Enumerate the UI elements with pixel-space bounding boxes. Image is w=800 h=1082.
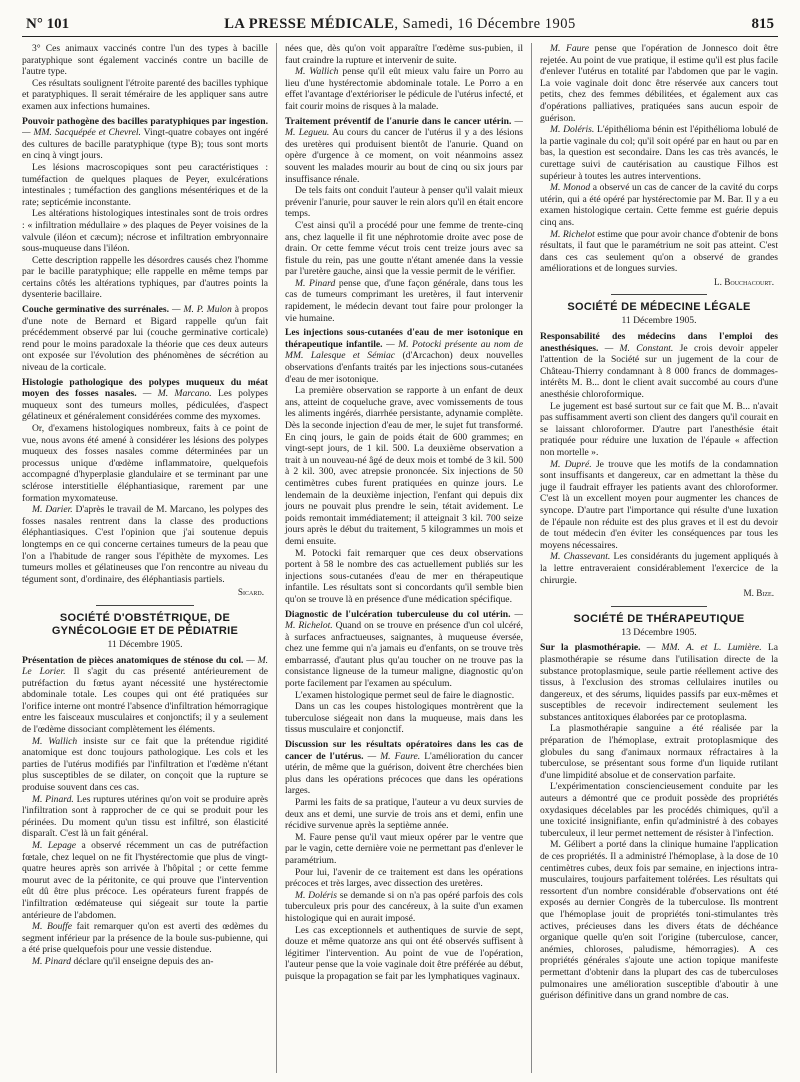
- paragraph: La plasmothérapie sanguine a été réalisée par la préparation de l'hémoplase, extrait protoplasmique des globules du sang d'animaux normaux réfractaires à la tuberculose, se présentant sous forme d'un liquide rutilant d'une limpidité absolue et de conservation parfaite.: [540, 723, 778, 781]
- communication-text: Quand on se trouve en présence d'un col ulcéré, à surfaces anfractueuses, saignantes, à muqueuse éversée, chez une femme qui n'a jamais eu d'enfants, on se trouve très embarrassé, d'autant plus qu'au toucher on ne trouve pas la consistance ligneuse de la tumeur maligne, diagnostic qu'on porte facilement par l'examen au spéculum.: [285, 620, 523, 690]
- journal-name: LA PRESSE MÉDICALE: [224, 16, 395, 32]
- communication: [285, 327, 523, 385]
- communication-authors: — M. Faure.: [363, 750, 421, 762]
- communication-text: (d'Arcachon) deux nouvelles observations d'enfants traités par les injections sous-cutanées d'eau de mer isotonique.: [285, 350, 523, 385]
- speaker-name: M. Faure: [550, 43, 590, 54]
- speaker-name: M. Bouffe: [32, 921, 73, 933]
- paragraph: M. Gélibert a porté dans la clinique humaine l'application de ces propriétés. Il a administré l'hémoplase, à la dose de 10 centimètres cubes, deux fois par semaine, en injections intra-musculaires, toujours parfaitement tolérées. Les résultats qui ressortent d'un nombre considérable d'observations ont été exposés au dernier Congrès de la tuberculose. Ils montrent que l'hémoplase jouit de propriétés toni-stimulantes très actives, précieuses dans les divers états de déchéance organique quelle qu'en soit l'origine (tuberculose, cancer, anémies, chloroses, paludisme, hémorragies). A ces propriétés générales s'ajoute une action topique manifeste permettant d'obtenir dans la plupart des cas de tuberculoses pulmonaires une amélioration susceptible d'aboutir à une guérison définitive dans un grand nombre de cas.: [540, 839, 778, 1002]
- communication-title: Couche germinative des surrénales.: [22, 304, 170, 316]
- section-title: SOCIÉTÉ DE MÉDECINE LÉGALE: [567, 301, 751, 314]
- communication-text: Au cours du cancer de l'utérus il y a des lésions des uretères qui produisent bientôt de l'anurie. Quand on opère d'urgence à ce moment, on voit néanmoins assez souvent les malades mourir au bout de cinq ou six jours par insuffisance rénale.: [285, 127, 523, 185]
- communication-title: Discussion sur les résultats opératoires dans les cas de cancer de l'utérus.: [285, 739, 523, 762]
- speaker-name: M. Monod: [550, 182, 591, 194]
- communication-text: L'amélioration du cancer utérin, de même que la guérison, doivent être cherchées bien plus dans les opérations précoces que dans les opérations larges.: [285, 750, 523, 797]
- speaker-name: M. Pinard.: [32, 793, 74, 805]
- signature: Sicard.: [237, 587, 264, 598]
- communication-title: Sur la plasmothérapie.: [540, 642, 641, 654]
- paragraph: Les altérations histologiques intestinales sont de trois ordres : « infiltration médullaire » des plaques de Peyer voisines de la valvule (iléon et cæcum); nécrose et infiltration embryonnaire sous-muqueuse dans l'iléon.: [22, 208, 268, 255]
- paragraph: M. Faure pense que l'opération de Jonnesco doit être rejetée. Au point de vue pratique, il estime qu'il est plus facile d'enlever l'utérus en totalité par l'abdomen que par le vagin. La voie vaginale doit donc être réservée aux cancers tout petits, chez des femmes débilitées, et également aux cas d'opérations palliatives, pratiquées sans aucun espoir de guérison.: [540, 43, 778, 124]
- section-title: SOCIÉTÉ DE THÉRAPEUTIQUE: [573, 612, 745, 625]
- paragraph: Or, d'examens histologiques nombreux, faits à ce point de vue, nous avons été amené à considérer les lésions des polypes muqueux des fosses nasales comme déterminées par un processus unique d'œdème inflammatoire, quelquefois accompagné d'hyperplasie glandulaire et se terminant par une sclérose interstitielle éléphantiasique, rarement par une formation myxomateuse.: [22, 423, 268, 504]
- signature: L. Bouchacourt.: [714, 276, 774, 287]
- signature: M. Bize.: [743, 588, 774, 599]
- communication: [540, 642, 778, 723]
- paragraph: Ces résultats soulignent l'étroite parenté des bacilles typhique et paratyphiques. Il serait téméraire de les appliquer sans autre examen aux infections humaines.: [22, 77, 268, 112]
- paragraph: nées que, dès qu'on voit apparaître l'œdème sus-pubien, il faut craindre la rupture et intervenir de suite.: [285, 43, 523, 66]
- communication-text: à propos d'une note de Bernard et Bigard rappelle qu'un fait précédemment observé par lui (couche germinative corticale) rend pour le moins paradoxale la théorie que ces deux auteurs ont exposée sur l'évolution des phénomènes de sécrétion au niveau de la corticale.: [22, 304, 268, 374]
- communication-authors: — M. Constant.: [598, 342, 674, 354]
- section-title: SOCIÉTÉ D'OBSTÉTRIQUE, DE GYNÉCOLOGIE ET DE PÉDIATRIE: [51, 611, 239, 637]
- communication-text: Il s'agit du cas présenté antérieurement de putréfaction du fœtus ayant nécessité une hystérectomie abdominale totale. Les coupes qui ont été pratiquées sur l'orifice interne ont montré l'absence d'infiltration hémorragique entre les faisceaux musculaires et conjonctifs; il y a seulement de l'œdème dissociant complètement les éléments.: [22, 666, 268, 736]
- column-3: [531, 43, 778, 1073]
- paragraph: Les lésions macroscopiques sont peu caractéristiques : tuméfaction de quelques plaques de Peyer, exulcérations intestinales ; tuméfaction des ganglions mésentériques et de la rate; septicémie inconstante.: [22, 161, 268, 208]
- communication-authors: — M. Richelot.: [285, 608, 523, 632]
- paragraph: M. Monod a observé un cas de cancer de la cavité du corps utérin, qui a été opéré par hystérectomie par M. Bar. Il y a eu examen histologique certain. Cette femme est guérie depuis cinq ans.: [540, 182, 778, 228]
- communication-authors: — MM. Sacquépée et Chevrel.: [22, 127, 141, 139]
- communication-authors: — M. Marcano.: [136, 388, 212, 400]
- communication-authors: — MM. A. et L. Lumière.: [640, 642, 762, 654]
- speaker-name: M. Wallich: [32, 735, 78, 747]
- paragraph: M. Doléris se demande si on n'a pas opéré parfois des cols tuberculeux pris pour des cancéreux, à la suite d'un examen histologique qui en aurait imposé.: [285, 889, 523, 924]
- paragraph: M. Doléris. L'épithélioma bénin est l'épithélioma lobulé de la partie vaginale du col; qu'il soit opéré par en haut ou par en bas, la question est secondaire. Dans les cas très avancés, le curettage suivi de cautérisation au caustique Filhos est supérieur à toutes les autres interventions.: [540, 124, 778, 182]
- column-2: [276, 43, 523, 1073]
- communication-text: Je crois devoir appeler l'attention de la Société sur un jugement de la cour de Château-Thierry condamnant à 8 000 francs de dommages-intérêts M. B... dont le client avait succombé au cours d'une anesthésie chloroformique.: [540, 342, 778, 401]
- communication: [22, 377, 268, 423]
- communication-title: Pouvoir pathogène des bacilles paratyphiques par ingestion.: [22, 115, 268, 127]
- communication: [285, 609, 523, 690]
- paragraph: M. Darier. D'après le travail de M. Marcano, les polypes des fosses nasales rentrent dans la classe des productions éléphantiasiques. C'est l'opinion que j'ai soutenue depuis longtemps en ce qui concerne certaines tumeurs de la peau que l'on a l'habitude de ranger sous l'épithète de myxomes. Les tumeurs molles et gélatineuses que l'on rencontre au niveau du tégument sont, d'ordinaire, des éléphantiasis partiels.: [22, 504, 268, 585]
- section-divider: [611, 606, 706, 607]
- communication-text: Vingt-quatre cobayes ont ingéré des cultures de bacille paratyphique (type B); tous sont morts en cinq à vingt jours.: [22, 127, 268, 162]
- paragraph: M. Lepage a observé récemment un cas de putréfaction fœtale, chez lequel on ne fit l'hystérectomie que plus de vingt-quatre heures après son arrivée à l'hôpital ; or cette femme mourut avec de la péritonite, ce qui prouve que l'intervention eût dû être plus précoce. Les opérateurs furent frappés de l'infiltration œdémateuse qui siégeait sur toute la partie antérieure de l'abdomen.: [22, 840, 268, 921]
- speaker-name: M. Dupré.: [550, 458, 592, 470]
- section-date: 11 Décembre 1905.: [107, 638, 183, 650]
- paragraph: L'examen histologique permet seul de faire le diagnostic.: [295, 689, 515, 701]
- paragraph: M. Dupré. Je trouve que les motifs de la condamnation sont insuffisants et dangereux, car en admettant la thèse du juge il faudrait effrayer les patients avant des chloroformer. C'est là un excellent moyen pour augmenter les chances de syncope. D'autre part l'importance qui résulte d'une luxation de l'épaule non réduite est des plus graves et il est du devoir de tout médecin d'en éviter les conséquences par tous les moyens nécessaires.: [540, 458, 778, 551]
- paragraph: M. Faure pense qu'il vaut mieux opérer par le ventre que par le vagin, cette dernière voie ne permettant pas d'enlever le paramétrium.: [285, 831, 523, 866]
- communication-text: Les polypes muqueux sont des tumeurs molles, pédiculées, d'aspect gélatineux et généralement considérées comme des myxomes.: [22, 388, 268, 423]
- paragraph: Cette description rappelle les désordres causés chez l'homme par le bacille paratyphique; elle rappelle en même temps par certains côtés les altérations typhiques, par d'autres points la dysenterie bacillaire.: [22, 254, 268, 301]
- speaker-name: M. Darier.: [32, 504, 73, 516]
- communication: [22, 304, 268, 374]
- section-date: 13 Décembre 1905.: [621, 626, 697, 638]
- section-divider: [96, 605, 194, 606]
- paragraph: 3° Ces animaux vaccinés contre l'un des types à bacille paratyphique sont également vaccinés contre un bacille de l'autre type.: [22, 43, 268, 78]
- paragraph: L'expérimentation consciencieusement conduite par les auteurs a démontré que ce produit possède des propriétés oxydasiques décelables par les procédés chimiques, qu'il a une toxicité insignifiante, enfin qu'administré à des cobayes tuberculeux, il leur permet nettement de résister à l'infection.: [540, 781, 778, 839]
- paragraph: M. Bouffe fait remarquer qu'on est averti des œdèmes du segment inférieur par la présence de la boule sus-pubienne, qui a été prise quelquefois pour une vessie distendue.: [22, 921, 268, 956]
- paragraph: De tels faits ont conduit l'auteur à penser qu'il valait mieux prévenir l'anurie, pour sauver le rein alors qu'il en était encore temps.: [285, 185, 523, 220]
- speaker-name: M. Doléris.: [550, 124, 595, 136]
- communication-title: Diagnostic de l'ulcération tuberculeuse du col utérin.: [285, 608, 511, 620]
- column-1: [22, 43, 268, 1073]
- communication-authors: — M. P. Mulon: [169, 304, 232, 316]
- communication-title: Responsabilité des médecins dans l'emploi des anesthésiques.: [540, 331, 778, 354]
- communication-text: La plasmothérapie se résume dans l'utilisation directe de la substance protoplasmique, seule partie réellement active des tissus, à l'exclusion des stromas cellulaires inutiles ou dangereux, et des sérums, liquides passifs par eux-mêmes et susceptibles de recevoir indirectement seulement les substances antitoxiques élaborées par ce protoplasma.: [540, 642, 778, 723]
- speaker-name: M. Richelot: [550, 228, 595, 240]
- communication: [540, 331, 778, 401]
- paragraph: M. Pinard déclare qu'il enseigne depuis des an-: [32, 955, 214, 967]
- paragraph: M. Wallich insiste sur ce fait que la prétendue rigidité anatomique est donc toujours pathologique. Les cols et les parties de l'utérus modifiés par l'infiltration et l'œdème n'étant plus susceptibles de se dilater, on conçoit que la rupture se produise souvent dans ces cas.: [22, 735, 268, 794]
- paragraph: Les cas exceptionnels et authentiques de survie de sept, douze et même quatorze ans qui ont été observés suffisent à légitimer l'intervention. Au point de vue de l'opération, l'auteur pense que la voie vaginale doit être préférée au début, puisque la propagation se fait par les lymphatiques vaginaux.: [285, 924, 523, 982]
- communication-title: Les injections sous-cutanées d'eau de mer isotonique en thérapeutique infantile.: [285, 327, 523, 350]
- paragraph: M. Pinard. Les ruptures utérines qu'on voit se produire après l'infiltration sont à rapprocher de ce qui se produit pour les périnées. Du moment qu'un tissu est infiltré, son élasticité disparaît. C'est là un fait général.: [22, 793, 268, 840]
- speaker-name: M. Lepage: [32, 840, 77, 851]
- paragraph: M. Chassevant. Les considérants du jugement appliqués à la lettre entraveraient considérablement l'exercice de la chirurgie.: [540, 551, 778, 586]
- page-header: [22, 16, 778, 37]
- communication-title: Traitement préventif de l'anurie dans le cancer utérin.: [285, 115, 512, 127]
- paragraph: M. Pinard pense que, d'une façon générale, dans tous les cas de tumeurs comprimant les uretères, il faut intervenir rapidement, le médecin devant tout faire pour prolonger la vie humaine.: [285, 277, 523, 324]
- communication-title: Histologie pathologique des polypes muqueux du méat moyen des fosses nasales.: [22, 376, 268, 400]
- running-title: LA PRESSE MÉDICALE, Samedi, 16 Décembre 1905: [224, 16, 576, 32]
- page-number: 815: [751, 16, 774, 32]
- communication-authors: — M. Le Lorier.: [22, 654, 268, 678]
- section-date: 11 Décembre 1905.: [621, 315, 697, 327]
- paragraph: Parmi les faits de sa pratique, l'auteur a vu deux survies de deux ans et demi, une survie de trois ans et demi, enfin une récidive survenue après la septième année.: [285, 797, 523, 832]
- communication: [22, 655, 268, 736]
- communication-authors: — M. Potocki présente au nom de MM. Lalesque et Sémiac: [285, 338, 523, 362]
- section-divider: [611, 294, 706, 295]
- paragraph: M. Potocki fait remarquer que ces deux observations portent à 58 le nombre des cas actuellement publiés sur les injections sous-cutanées d'eau de mer en thérapeutique infantile. Les résultats sont si concordants qu'il semble bien qu'on se trouve là en présence d'une médication spécifique.: [285, 547, 523, 605]
- communication: [285, 739, 523, 797]
- speaker-name: M. Doléris: [295, 889, 337, 901]
- paragraph: M. Richelot estime que pour avoir chance d'obtenir de bons résultats, il faut que le paramétrium ne soit pas atteint. C'est dans ces cas seulement qu'on a observé de grandes améliorations et de longues survies.: [540, 228, 778, 275]
- communication-title: Présentation de pièces anatomiques de sténose du col.: [22, 654, 244, 666]
- paragraph: La première observation se rapporte à un enfant de deux ans, atteint de coqueluche grave, avec vomissements de tous les aliments ingérés, diarrhée persistante, adynamie complète. Dès la seconde injection d'eau de mer, le sujet fut transformé. En cinq jours, le gain de poids était de 600 grammes; en vingt-sept jours, de 1 kil. 500. La deuxième observation a trait à un nouveau-né âgé de deux mois et tombé de 3 kil. 500 à 2 kil. 300, avec atrepsie prononcée. Six injections de 50 centimètres cubes furent pratiquées en quinze jours. Le lendemain de la deuxième injection, l'enfant qui depuis dix jours ne pouvait plus prendre le sein, tétait avidement. Le poids remontait immédiatement; il atteignait 3 kil. 700 seize jours après le début du traitement, 5 kilogrammes un mois et demi ensuite.: [285, 385, 523, 547]
- paragraph: Dans un cas les coupes histologiques montrèrent que la tuberculose siégeait non dans la muqueuse, mais dans les tissus musculaire et conjonctif.: [285, 701, 523, 736]
- speaker-name: M. Wallich: [295, 66, 339, 78]
- paragraph: Pour lui, l'avenir de ce traitement est dans les opérations précoces et très larges, avec dissection des uretères.: [285, 866, 523, 890]
- paragraph: Le jugement est basé surtout sur ce fait que M. B... n'avait pas suffisamment averti son client des dangers qu'il courait en se laissant chloroformer. D'autre part l'anesthésie était pratiquée pour réduire une luxation de l'épaule « affection non mortelle ».: [540, 400, 778, 458]
- communication: [285, 116, 523, 186]
- speaker-name: M. Pinard: [32, 955, 72, 967]
- columns: [22, 43, 778, 1073]
- speaker-name: M. Pinard: [295, 277, 336, 289]
- issue-number: N° 101: [26, 16, 70, 32]
- paragraph: C'est ainsi qu'il a procédé pour une femme de trente-cinq ans, chez laquelle il fit une néphrotomie droite avec pose de drain. Or cette femme vécut trois cent treize jours avec sa fistule du rein, pas une goutte n'étant amenée dans la vessie par l'uretère gauche, ainsi que la vessie permit de le vérifier.: [285, 219, 523, 278]
- issue-date: Samedi, 16 Décembre 1905: [402, 16, 576, 32]
- paragraph: M. Wallich pense qu'il eût mieux valu faire un Porro au lieu d'une hystérectomie abdominale totale. Le Porro a en effet l'avantage d'extérioriser le pédicule de l'utérus infecté, et fait courir moins de risques à la malade.: [285, 66, 523, 112]
- communication-authors: — M. Legueu.: [285, 115, 523, 139]
- communication: [22, 116, 268, 162]
- speaker-name: M. Chassevant.: [550, 551, 611, 563]
